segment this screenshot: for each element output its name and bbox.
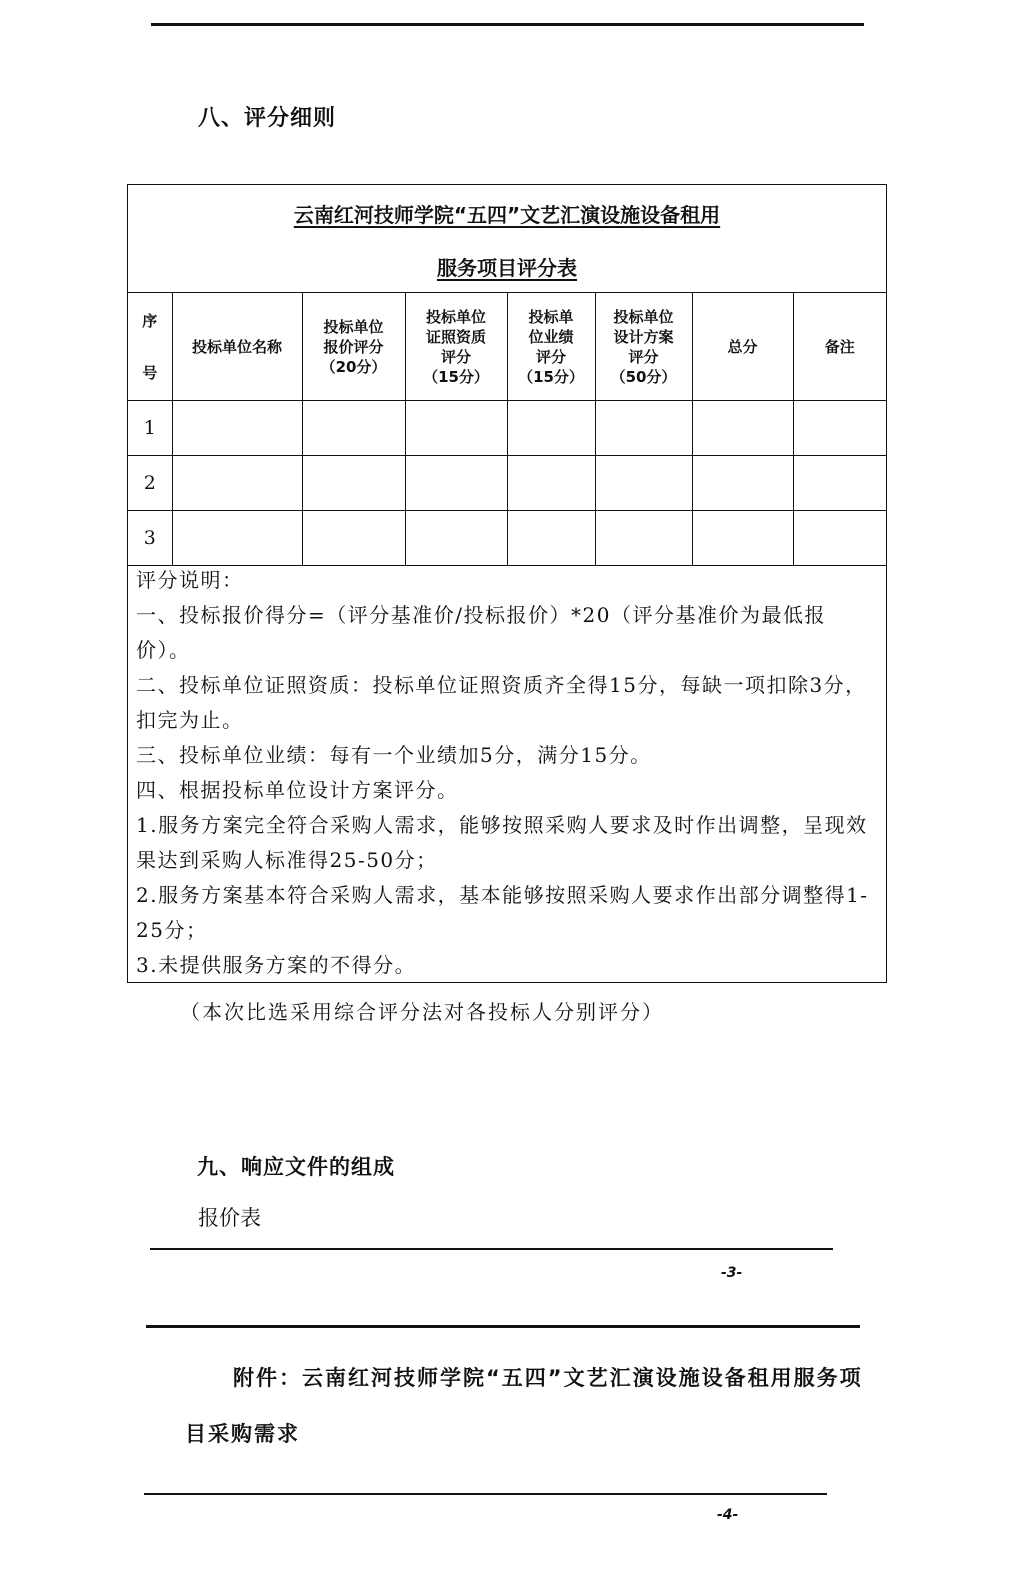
- table-cell: [793, 456, 886, 511]
- table-cell: [692, 511, 793, 566]
- table-cell: [692, 456, 793, 511]
- notes-item: 2.服务方案基本符合采购人需求，基本能够按照采购人要求作出部分调整得1-25分；: [136, 883, 869, 942]
- section-9-item: 报价表: [198, 1206, 261, 1230]
- notes-item: 3.未提供服务方案的不得分。: [136, 953, 417, 977]
- header-cell: 投标单位 报价评分 （20分）: [302, 293, 405, 401]
- header-cell: 投标单位名称: [172, 293, 302, 401]
- table-cell: [692, 401, 793, 456]
- table-cell: 1: [128, 401, 172, 456]
- evaluation-method-caption: （本次比选采用综合评分法对各投标人分别评分）: [180, 1000, 664, 1024]
- notes-heading: 评分说明：: [136, 568, 244, 592]
- header-cell: 投标单位 证照资质 评分 （15分）: [405, 293, 507, 401]
- footer-rule-page3: [150, 1248, 833, 1250]
- table-cell: 3: [128, 511, 172, 566]
- table-cell: [507, 401, 595, 456]
- notes-item: 二、投标单位证照资质：投标单位证照资质齐全得15分，每缺一项扣除3分，扣完为止。: [136, 673, 867, 732]
- table-cell: [172, 401, 302, 456]
- table-cell: [302, 511, 405, 566]
- table-cell: [172, 456, 302, 511]
- table-cell: [793, 511, 886, 566]
- notes-item: 一、投标报价得分=（评分基准价/投标报价）*20（评分基准价为最低报价）。: [136, 603, 826, 662]
- section-9-title: 九、响应文件的组成: [197, 1155, 395, 1179]
- header-cell: 总分: [692, 293, 793, 401]
- section-8-title: 八、评分细则: [198, 106, 337, 131]
- page-number-3: -3-: [721, 1265, 743, 1281]
- table-cell: [302, 401, 405, 456]
- table-cell: [595, 511, 692, 566]
- scoring-table-box: [127, 184, 887, 983]
- table-cell: [405, 511, 507, 566]
- table-cell: [793, 401, 886, 456]
- table-cell: [405, 456, 507, 511]
- footer-rule-page4: [144, 1493, 827, 1495]
- header-rule: [151, 23, 864, 26]
- table-cell: [405, 401, 507, 456]
- table-header-row: [128, 293, 886, 401]
- table-cell: [507, 456, 595, 511]
- table-cell: [595, 401, 692, 456]
- table-cell: [595, 456, 692, 511]
- table-title-line1: 云南红河技师学院“五四”文艺汇演设施设备租用: [293, 203, 721, 227]
- table-cell: [302, 456, 405, 511]
- table-row: [128, 511, 886, 566]
- header-cell: 投标单 位业绩 评分 （15分）: [507, 293, 595, 401]
- table-cell: 2: [128, 456, 172, 511]
- header-cell: 序 号: [128, 293, 172, 401]
- table-cell: [172, 511, 302, 566]
- scoring-table: [128, 292, 886, 566]
- notes-item: 1.服务方案完全符合采购人需求，能够按照采购人要求及时作出调整，呈现效果达到采购人标准得25-50分；: [136, 813, 868, 872]
- table-title-line2: 服务项目评分表: [437, 256, 577, 280]
- scoring-notes: [136, 563, 878, 983]
- table-cell: [507, 511, 595, 566]
- notes-item: 三、投标单位业绩：每有一个业绩加5分，满分15分。: [136, 743, 652, 767]
- page-number-4: -4-: [717, 1507, 739, 1523]
- header-cell: 投标单位 设计方案 评分 （50分）: [595, 293, 692, 401]
- table-row: [128, 456, 886, 511]
- notes-item: 四、根据投标单位设计方案评分。: [136, 778, 459, 802]
- table-row: [128, 401, 886, 456]
- header-cell: 备注: [793, 293, 886, 401]
- attachment-title: 附件：云南红河技师学院“五四”文艺汇演设施设备租用服务项目采购需求: [185, 1366, 863, 1446]
- header-rule-page4: [146, 1325, 860, 1328]
